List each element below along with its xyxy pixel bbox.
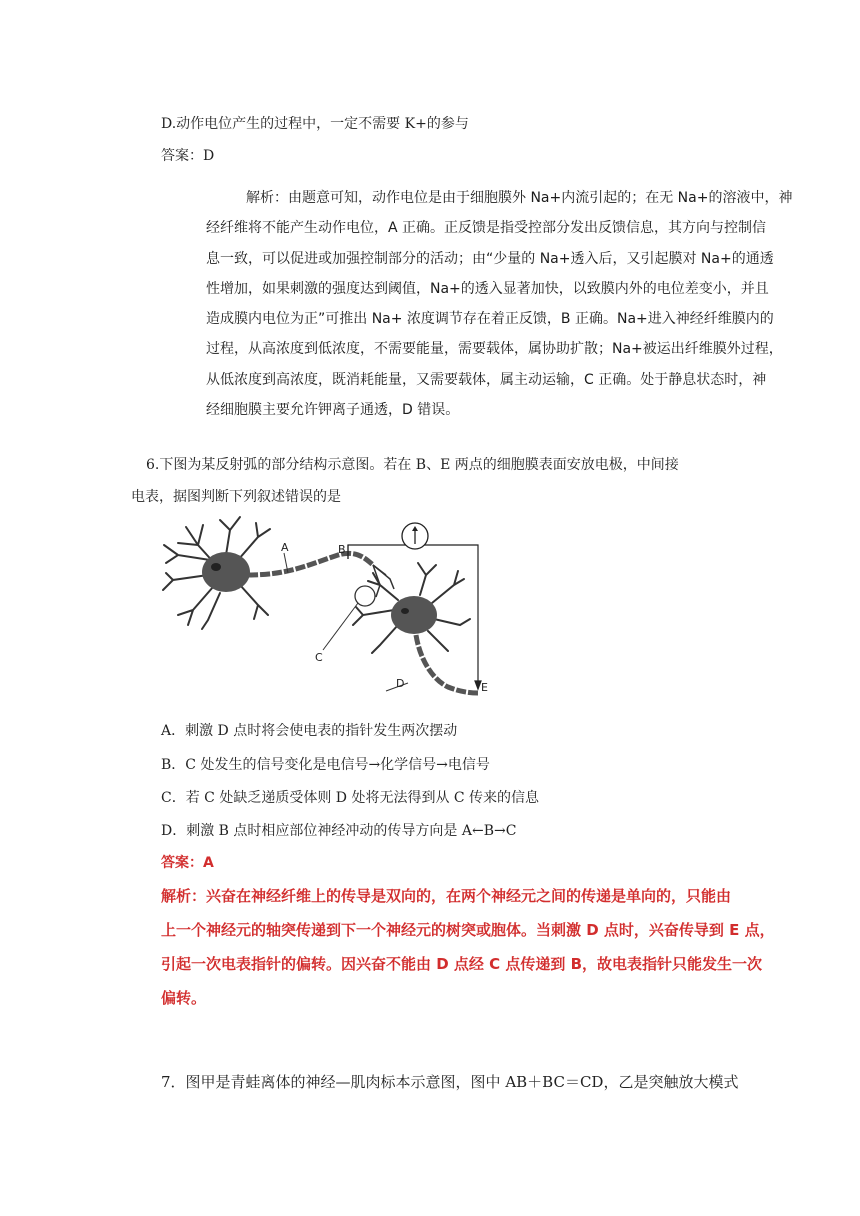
label-d: D: [396, 677, 405, 690]
explanation-red-line: 解析：兴奋在神经纤维上的传导是双向的，在两个神经元之间的传递是单向的，只能由: [161, 887, 732, 905]
explanation-line: 造成膜内电位为正”可推出 Na+ 浓度调节存在着正反馈，B 正确。Na+进入神经纤维膜内的: [206, 311, 774, 328]
stem-line: 6.下图为某反射弧的部分结构示意图。若在 B、E 两点的细胞膜表面安放电极，中间接: [146, 457, 679, 473]
label-e: E: [481, 681, 488, 694]
explanation-line: 解析：由题意可知，动作电位是由于细胞膜外 Na+内流引起的；在无 Na+的溶液中，神: [246, 190, 793, 206]
explanation-line: 经细胞膜主要允许钾离子通透，D 错误。: [206, 402, 460, 419]
option-c: C．若 C 处缺乏递质受体则 D 处将无法得到从 C 传来的信息: [161, 790, 540, 806]
explanation-line: 性增加，如果刺激的强度达到阈值，Na+的透入显著加快，以致膜内外的电位差变小，并且: [206, 280, 769, 297]
explanation-line: 过程，从高浓度到低浓度，不需要能量，需要载体，属协助扩散；Na+被运出纤维膜外过程，: [206, 341, 783, 358]
option-d: D．刺激 B 点时相应部位神经冲动的传导方向是 A←B→C: [161, 823, 517, 839]
explanation-red-line: 偏转。: [161, 989, 207, 1007]
stem-line: 电表，据图判断下列叙述错误的是: [131, 489, 341, 505]
question-7-stem: 7．图甲是青蛙离体的神经—肌肉标本示意图，图中 AB＋BC＝CD，乙是突触放大模式: [161, 1073, 739, 1091]
answer-label: 答案：D: [161, 148, 215, 164]
label-c: C: [315, 651, 323, 664]
reflex-arc-diagram: [158, 515, 498, 705]
explanation-red-line: 引起一次电表指针的偏转。因兴奋不能由 D 点经 C 点传递到 B，故电表指针只能发生一次: [161, 955, 763, 973]
label-a: A: [281, 541, 289, 554]
option-d-text: D.动作电位产生的过程中，一定不需要 K+的参与: [161, 116, 469, 132]
explanation-red-line: 上一个神经元的轴突传递到下一个神经元的树突或胞体。当刺激 D 点时，兴奋传导到 E 点，: [161, 921, 775, 939]
explanation-red: [161, 879, 775, 1015]
question-6-stem: [131, 449, 786, 513]
explanation-line: 从低浓度到高浓度，既消耗能量，又需要载体，属主动运输，C 正确。处于静息状态时，神: [206, 371, 767, 388]
option-b: B．C 处发生的信号变化是电信号→化学信号→电信号: [161, 757, 490, 773]
explanation-line: 经纤维将不能产生动作电位，A 正确。正反馈是指受控部分发出反馈信息，其方向与控制信: [206, 220, 767, 237]
explanation-block: [206, 183, 826, 425]
explanation-line: 息一致，可以促进或加强控制部分的活动；由“少量的 Na+透入后，又引起膜对 Na+的通透: [206, 250, 774, 267]
answer-red: 答案：A: [161, 855, 214, 871]
option-a: A．刺激 D 点时将会使电表的指针发生两次摆动: [161, 723, 458, 739]
label-b: B: [338, 543, 346, 556]
